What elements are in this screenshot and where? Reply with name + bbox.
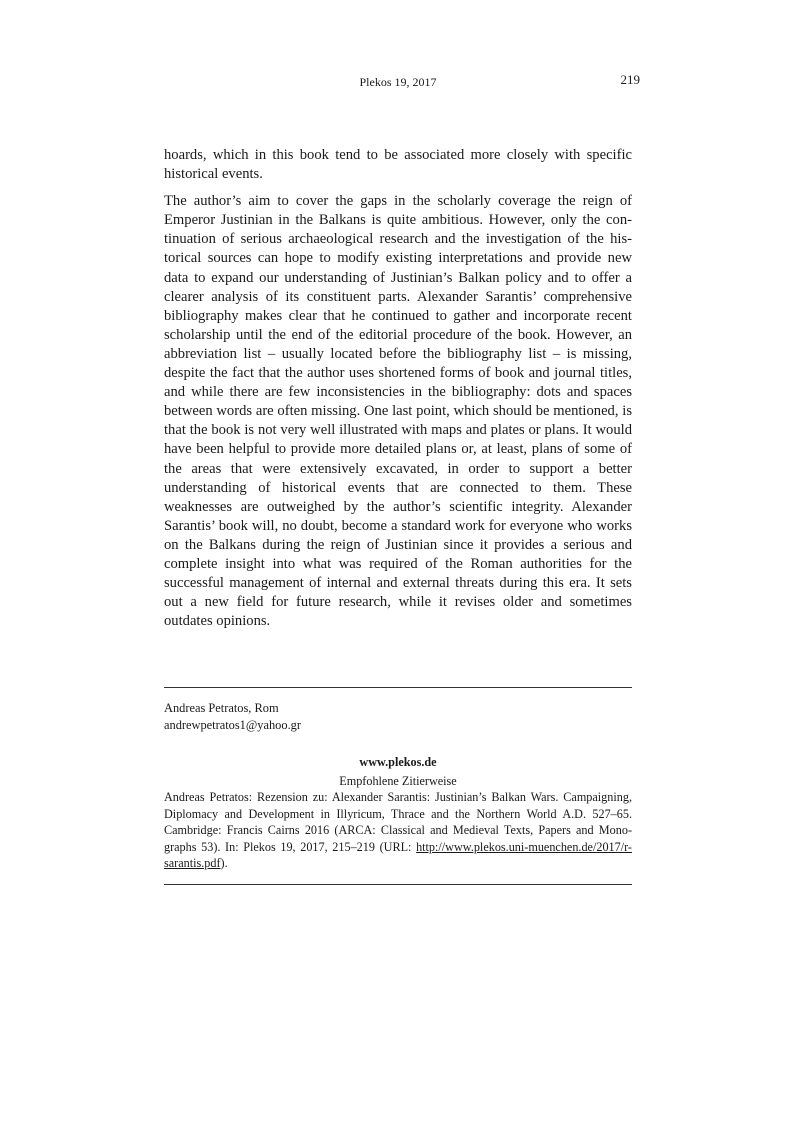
citation-footer (164, 754, 632, 872)
body-paragraph: hoards, which in this book tend to be associated more closely with specific historical events. (164, 147, 632, 183)
citation-end: ). (220, 856, 228, 870)
author-email[interactable]: andrewpetratos1@yahoo.gr (164, 717, 301, 732)
running-head: Plekos 19, 2017 (359, 75, 437, 89)
citation-text (164, 789, 632, 872)
citation-url[interactable]: http://www.plekos.uni-muenchen.de/2017/r-sarantis.pdf (164, 839, 632, 870)
divider-top (164, 687, 632, 688)
body-paragraph: The author’s aim to cover the gaps in the scholarly coverage the reign of Emperor Justinian in the Balkans is quite ambitious. However, only the continuation of serious archaeological research and the investigation of the historical sources can hope to modify existing interpretations and provide new data to expand our understanding of Justinian’s Balkan policy and to offer a clearer analysis of its constituent parts. Alexander Sarantis’ comprehensive bibliography makes clear that he continued to gather and incorporate recent scholarship until the end of the editorial procedure of the book. However, an abbreviation list – usually located before the bibliography list – is missing, despite the fact that the author uses shortened forms of book and journal titles, and while there are few inconsistencies in the bibliography: dots and spaces between words are often missing. One last point, which should be mentioned, is that the book is not very well illustrated with maps and plates or plans. It would have been helpful to provide more detailed plans or, at least, plans of some of the areas that were extensively excavated, in order to support a better understanding of historical events that are connected to them. These weaknesses are outweighed by the author’s scientific integrity. Alexander Sarantis’ book will, no doubt, become a standard work for everyone who works on the Balkans during the reign of Justinian since it provides a serious and complete insight into what was required of the Roman authorities for the successful management of internal and external threats during this era. It sets out a new field for future research, while it revises older and sometimes outdates opinions. (164, 193, 632, 630)
site-link[interactable]: www.plekos.de (359, 755, 437, 769)
author-block (164, 700, 632, 733)
review-body (164, 146, 632, 639)
page-header (164, 72, 640, 92)
citation-heading: Empfohlene Zitierweise (339, 773, 457, 788)
divider-bottom (164, 884, 632, 885)
citation-body: Andreas Petratos: Rezension zu: Alexander Sarantis: Justinian’s Balkan Wars. Campaigning, Diplomacy and Development in Illyricum, Thrace and the Northern World A.D. 527–65. Cambridge: Francis Cairns 2016 (ARCA: Classical and Medieval Texts, Papers and Monographs 53). In: Plekos 19, 2017, 215–219 (URL: (164, 790, 632, 854)
page-number: 219 (620, 72, 640, 87)
author-name: Andreas Petratos, Rom (164, 701, 279, 715)
